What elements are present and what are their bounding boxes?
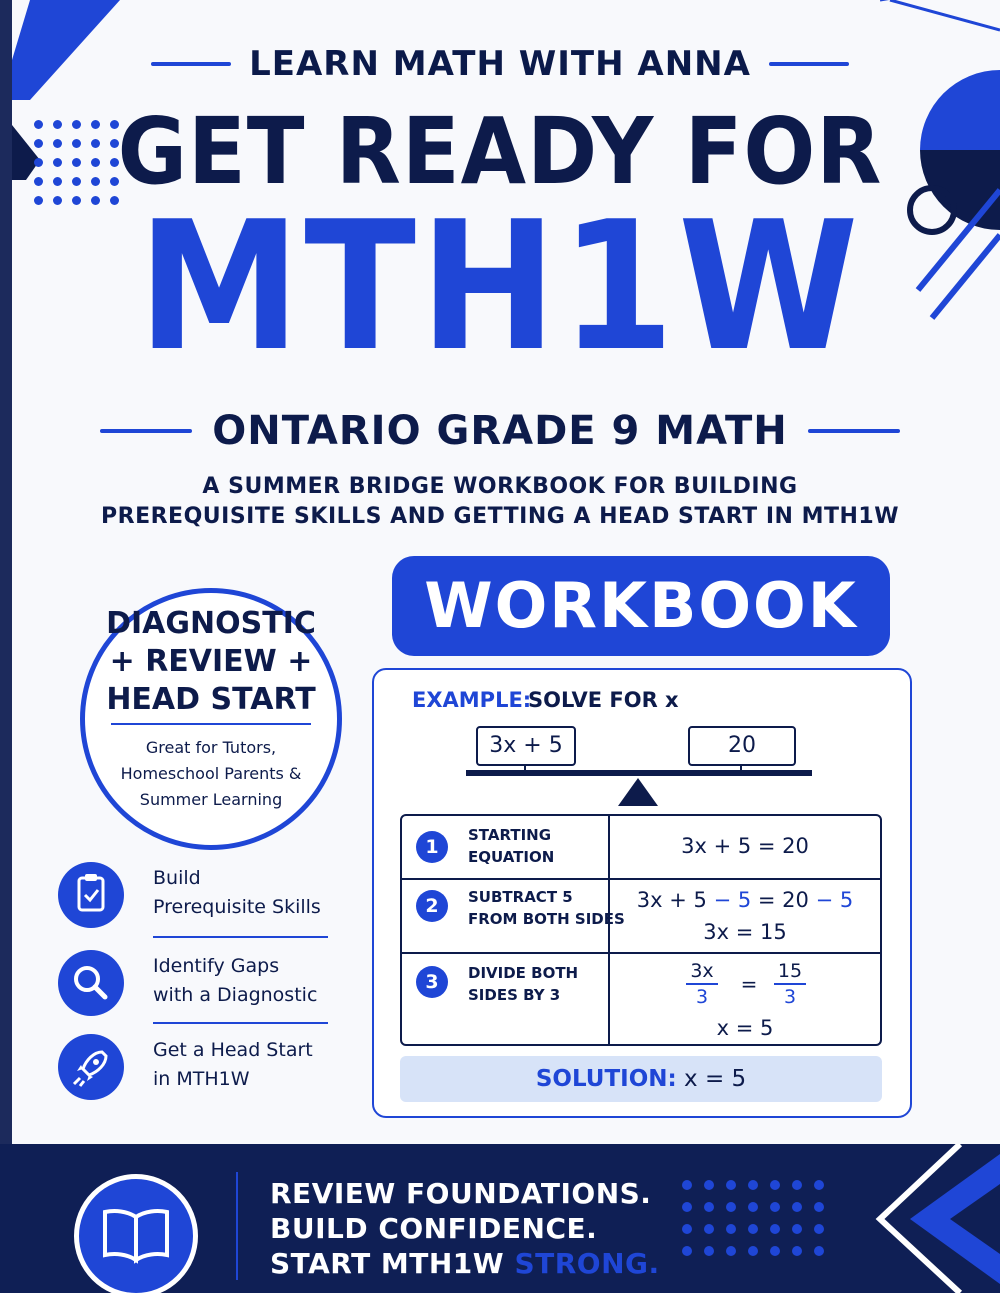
slogan-line-2: BUILD CONFIDENCE.	[270, 1212, 598, 1245]
feature-line-1: Identify Gaps	[153, 955, 280, 977]
step-result: x = 5	[716, 1016, 774, 1040]
grade-row	[0, 404, 1000, 458]
badge-line-3: HEAD START	[106, 682, 316, 717]
subtitle-line-1: A SUMMER BRIDGE WORKBOOK FOR BUILDING	[202, 474, 798, 499]
step-number: 1	[416, 831, 448, 863]
example-label: EXAMPLE:	[412, 688, 532, 712]
eq-part: = 20	[757, 888, 809, 912]
magnifier-icon	[58, 950, 124, 1016]
feature-text	[153, 952, 317, 1010]
step-row-1	[402, 816, 880, 878]
badge-sub-2: Homeschool Parents &	[120, 764, 302, 783]
badge-sub-3: Summer Learning	[139, 790, 283, 809]
slogan-line-3	[270, 1246, 660, 1281]
decorative-chevrons-footer	[840, 1144, 1000, 1293]
subtitle-line-2: PREREQUISITE SKILLS AND GETTING A HEAD START IN MTH1W	[101, 504, 899, 529]
eq-subtract: − 5	[713, 888, 752, 912]
solution-value: x = 5	[684, 1066, 747, 1092]
fraction-numerator: 15	[777, 960, 803, 982]
step-label	[468, 824, 554, 868]
slogan-line-1: REVIEW FOUNDATIONS.	[270, 1177, 652, 1210]
eq-part: 3x + 5	[636, 888, 707, 912]
badge-title	[85, 605, 337, 719]
grade-rule-left	[100, 429, 192, 433]
step-label	[468, 886, 625, 930]
subtitle	[0, 472, 1000, 532]
step-row-3	[402, 952, 880, 1044]
slogan-emphasis: STRONG.	[514, 1247, 660, 1280]
footer-band	[0, 1144, 1000, 1293]
feature-build-skills	[58, 862, 338, 942]
feature-divider	[153, 936, 328, 938]
example-prompt: SOLVE FOR x	[528, 688, 679, 712]
balance-fulcrum	[618, 778, 658, 806]
step-label	[468, 962, 578, 1006]
step-number: 3	[416, 966, 448, 998]
step-label-line-1: DIVIDE BOTH	[468, 964, 579, 982]
fraction-numerator: 3x	[690, 960, 714, 982]
title-line-2: MTH1W	[137, 183, 863, 390]
step-label-line-1: STARTING	[468, 826, 552, 844]
clipboard-check-icon	[58, 862, 124, 928]
steps-table	[400, 814, 882, 1046]
fraction-denominator: 3	[695, 986, 709, 1008]
balance-right-pan: 20	[688, 726, 796, 766]
step-equation: 3x + 5 = 20	[681, 834, 809, 858]
fraction-right	[760, 960, 820, 1008]
fraction-left	[672, 960, 732, 1008]
feature-line-2: with a Diagnostic	[153, 984, 318, 1006]
brand-name: LEARN MATH WITH ANNA	[249, 44, 751, 84]
spine-edge	[0, 0, 12, 1293]
title-line-1: GET READY FOR	[117, 98, 883, 205]
badge-divider	[111, 723, 311, 725]
footer-slogan	[270, 1176, 660, 1281]
badge-line-1: DIAGNOSTIC	[106, 606, 316, 641]
step-label-line-2: FROM BOTH SIDES	[468, 910, 625, 928]
step-number: 2	[416, 890, 448, 922]
fraction-equals: =	[740, 972, 758, 996]
badge-line-2: + REVIEW +	[109, 644, 313, 679]
step-row-2	[402, 878, 880, 952]
step-equation-1	[610, 888, 880, 912]
feature-text	[153, 1036, 313, 1094]
balance-beam	[466, 770, 812, 776]
badge-subtext	[85, 735, 337, 813]
feature-line-1: Build	[153, 867, 201, 889]
solution-label: SOLUTION:	[535, 1066, 677, 1092]
feature-line-2: Prerequisite Skills	[153, 896, 321, 918]
slogan-part: START MTH1W	[270, 1247, 505, 1280]
feature-head-start	[58, 1034, 338, 1114]
feature-identify-gaps	[58, 950, 338, 1030]
feature-line-2: in MTH1W	[153, 1068, 250, 1090]
brand-row	[0, 42, 1000, 86]
grade-rule-right	[808, 429, 900, 433]
grade-title: ONTARIO GRADE 9 MATH	[212, 408, 788, 454]
fraction-bar	[686, 983, 718, 985]
footer-divider	[236, 1172, 238, 1280]
badge-sub-1: Great for Tutors,	[145, 738, 277, 757]
step-label-line-1: SUBTRACT 5	[468, 888, 573, 906]
eq-subtract: − 5	[815, 888, 854, 912]
brand-rule-left	[151, 62, 231, 66]
brand-rule-right	[769, 62, 849, 66]
step-label-line-2: EQUATION	[468, 848, 555, 866]
rocket-icon	[58, 1034, 124, 1100]
diagnostic-badge	[80, 588, 342, 850]
step-equation-2: 3x = 15	[703, 920, 787, 944]
solution-bar	[400, 1056, 882, 1102]
decorative-dots-footer	[682, 1180, 824, 1256]
open-book-icon	[74, 1174, 198, 1293]
feature-divider	[153, 1022, 328, 1024]
balance-left-pan: 3x + 5	[476, 726, 576, 766]
fraction-denominator: 3	[783, 986, 797, 1008]
workbook-label: WORKBOOK	[392, 556, 890, 656]
example-panel	[372, 668, 912, 1118]
step-label-line-2: SIDES BY 3	[468, 986, 561, 1004]
feature-text	[153, 864, 321, 922]
feature-line-1: Get a Head Start	[153, 1039, 313, 1061]
fraction-bar	[774, 983, 806, 985]
